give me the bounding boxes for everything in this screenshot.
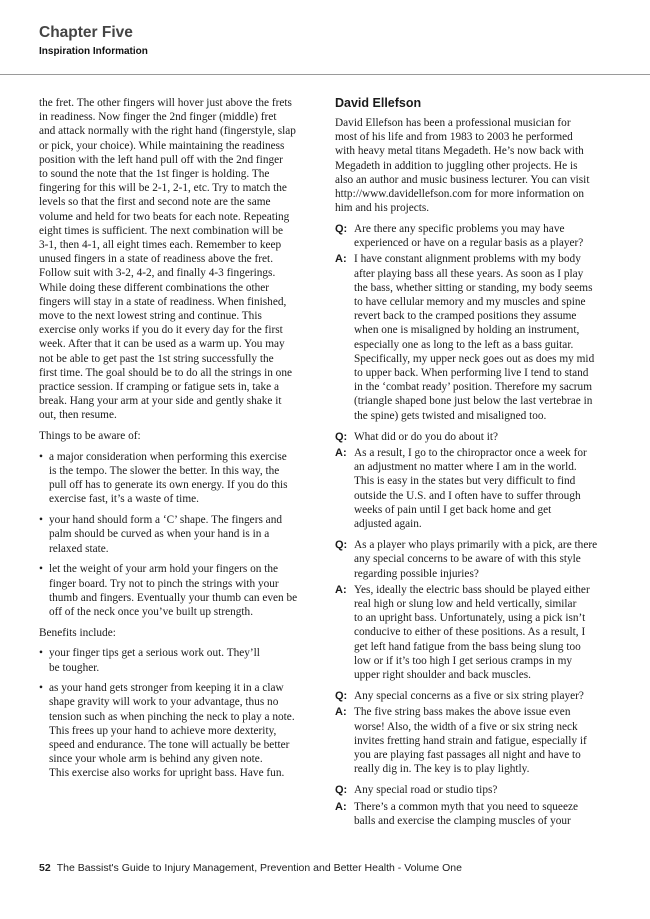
qa-text: There’s a common myth that you need to squeeze balls and exercise the clamping muscles of your — [354, 800, 578, 827]
bullet-item — [39, 562, 315, 619]
bullet-icon: • — [39, 563, 43, 576]
qa-text: As a player who plays primarily with a pick, are there any special concerns to be aware of with this style regarding possible injuries? — [354, 539, 598, 580]
benefits-list — [39, 646, 315, 780]
answer — [335, 705, 611, 776]
aware-label: Things to be aware of: — [39, 430, 141, 443]
qa-label: A: — [335, 800, 347, 813]
aware-list — [39, 450, 315, 619]
section-title: Inspiration Information — [39, 46, 148, 57]
qa-text: Any special road or studio tips? — [354, 784, 498, 797]
answer — [335, 583, 611, 682]
qa-label: A: — [335, 706, 347, 719]
qa-label: Q: — [335, 690, 348, 703]
page-number: 52 — [39, 862, 51, 874]
bullet-text: your hand should form a ‘C’ shape. The fingers and palm should be curved as when your hand is in a relaxed state. — [49, 514, 282, 555]
qa-text: What did or do you do about it? — [354, 430, 499, 443]
book-title: The Bassist's Guide to Injury Management, Prevention and Better Health - Volume One — [56, 862, 462, 874]
question — [335, 430, 611, 444]
answer — [335, 252, 611, 422]
question — [335, 689, 611, 703]
bullet-icon: • — [39, 514, 43, 527]
qa-label: Q: — [335, 430, 348, 443]
qa-label: Q: — [335, 222, 348, 235]
qa-label: A: — [335, 583, 347, 596]
qa-text: As a result, I go to the chiropractor once a week for an adjustment no matter where I am in the world. This is easy in the states but very difficult to find outside the U.S. and I often have to suffer through weeks of pain until I get back home and get adjusted again. — [354, 446, 587, 530]
interview-heading: David Ellefson — [335, 96, 422, 110]
bullet-text: as your hand gets stronger from keeping it in a claw shape gravity will work to your advantage, thus no tension such as when pinching the neck to play a note. This frees up your hand to achieve more dexterity, speed and endurance. The tone will actually be better since your whole arm is behind any given note. This exercise also works for upright bass. Have fun. — [49, 682, 295, 780]
qa-text: Yes, ideally the electric bass should be played either real high or slung low and held vertically, similar to an upright bass. Unfortunately, using a pick isn’t conducive to either of these positions. As a result, I get left hand fatigue from the bass being slung too low or if it’s too high I get serious cramps in my upper right shoulder and back muscles. — [354, 583, 590, 682]
qa-text: I have constant alignment problems with my body after playing bass all these years. As soon as I play the bass, whether sitting or standing, my body seems to have cellular memory and my muscles and spine revert back to the cramped positions they assume when one is misaligned by holding an instrument, especially one as long to the left as a bass guitar. Specifically, my upper neck goes out as does my mid to upper back. When performing live I tend to stand in the ‘combat ready’ position. Therefore my sacrum (triangle shaped bone just below the last vertebrae in the spine) gets twisted and misaligned too. — [354, 253, 595, 422]
exercise-paragraph: the fret. The other fingers will hover just above the frets in readiness. Now finger the 2nd finger (middle) fret and attack normally with the right hand (fingerstyle, slap or pick, your choice). While maintaining the readiness position with the left hand pull off with the 2nd finger to sound the note that the 1st finger is holding. The fingering for this will be 2-1, 2-1, etc. Try to match the levels so that the first and second note are the same volume and held for two beats for each note. Repeating eight times is sufficient. The next combination will be 3-1, then 4-1, all eight times each. Remember to keep unused fingers in a state of readiness above the fret. Follow suit with 3-2, 4-2, and finally 4-3 fingerings. While doing these different combinations the other fingers will stay in a state of readiness. When finished, move to the next lowest string and continue. This exercise only works if you do it every day for the first week. After that it can be used as a warm up. You may not be able to get past the 1st string successfully the first time. The goal should be to do all the strings in one practice session. If cramping or fatigue sets in, take a break. Hang your arm at your side and gently shake it out, then resume. — [39, 97, 296, 422]
bullet-item — [39, 646, 315, 674]
qa-label: Q: — [335, 539, 348, 552]
answer — [335, 800, 611, 828]
qa-label: A: — [335, 446, 347, 459]
qa-label: Q: — [335, 784, 348, 797]
intro-paragraph: David Ellefson has been a professional musician for most of his life and from 1983 to 2003 he performed with heavy metal titans Megadeth. He’s now back with Megadeth in addition to juggling other projects. He is also an author and music business lecturer. You can visit http://www.davidellefson.com for more information on him and his projects. — [335, 117, 590, 215]
benefits-label: Benefits include: — [39, 626, 116, 639]
question — [335, 538, 611, 581]
bullet-item — [39, 681, 315, 780]
bullet-icon: • — [39, 450, 43, 463]
qa-list — [335, 222, 611, 828]
qa-text: The five string bass makes the above issue even worse! Also, the width of a five or six string neck invites fretting hand strain and fatigue, especially if you are playing fast passages all night and have to really dig in. The key is to play lightly. — [354, 706, 587, 776]
question — [335, 222, 611, 250]
qa-text: Are there any specific problems you may have experienced or have on a regular basis as a player? — [354, 222, 584, 250]
chapter-title: Chapter Five — [39, 24, 133, 41]
page-footer — [39, 862, 462, 874]
qa-text: Any special concerns as a five or six string player? — [354, 690, 584, 703]
bullet-item — [39, 513, 315, 556]
bullet-item — [39, 450, 315, 507]
bullet-icon: • — [39, 647, 43, 660]
header-rule — [0, 74, 650, 75]
right-column — [335, 96, 611, 835]
running-header — [39, 24, 148, 58]
bullet-text: your finger tips get a serious work out. They’ll be tougher. — [49, 647, 260, 674]
qa-label: A: — [335, 253, 347, 266]
bullet-text: a major consideration when performing this exercise is the tempo. The slower the better. In this way, the pull off has to generate its own energy. If you do this exercise fast, it’s a waste of time. — [49, 450, 288, 506]
bullet-icon: • — [39, 682, 43, 695]
question — [335, 783, 611, 797]
bullet-text: let the weight of your arm hold your fingers on the finger board. Try not to pinch the strings with your thumb and fingers. Eventually your thumb can even be off of the neck once you’ve built up strength. — [49, 563, 298, 618]
answer — [335, 446, 611, 531]
left-column — [39, 96, 315, 787]
